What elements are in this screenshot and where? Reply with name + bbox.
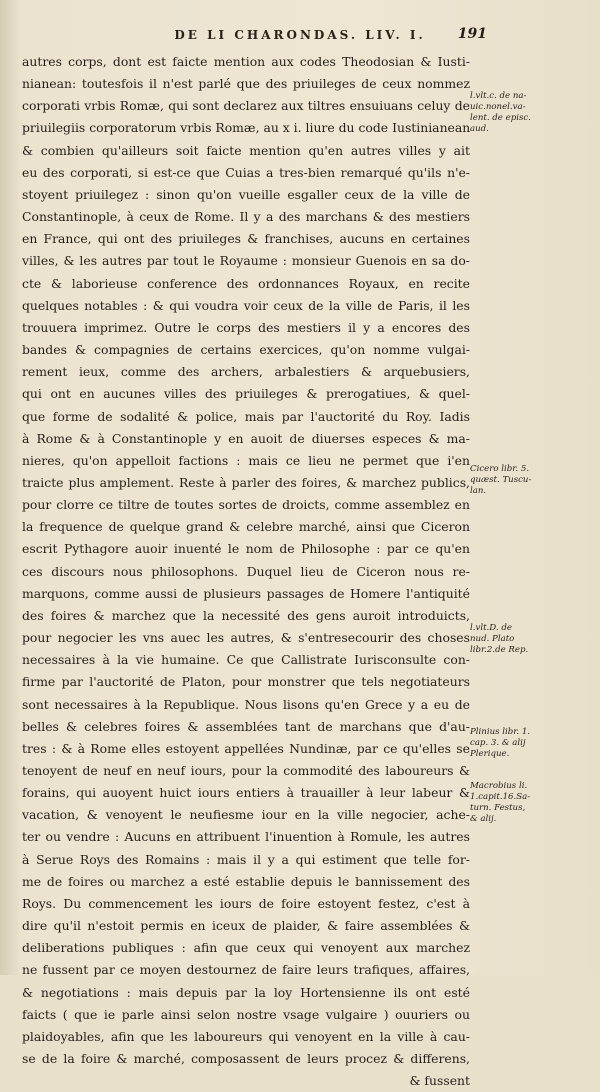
margin-note: Macrobius li. 1.capit.16.Sa- turn. Festus, & alij. <box>470 781 531 824</box>
text-line: bandes & compagnies de certains exercices, qu'on nomme vulgai- <box>22 342 470 358</box>
text-line: faicts ( que ie parle ainsi selon nostre vsage vulgaire ) ouuriers ou <box>22 1006 470 1022</box>
running-head: DE LI CHARONDAS. LIV. I. <box>174 28 426 42</box>
text-line: eu des corporati, si est-ce que Cuias a tres-bien remarqué qu'ils n'e- <box>22 164 470 180</box>
text-line: à Rome & à Constantinople y en auoit de diuerses especes & ma- <box>22 430 470 446</box>
text-line: dire qu'il n'estoit permis en iceux de plaider, & faire assemblées & <box>22 918 470 934</box>
text-line: nianean: toutesfois il n'est parlé que des priuileges de ceux nommez <box>22 76 470 92</box>
text-line: la frequence de quelque grand & celebre marché, ainsi que Ciceron <box>22 519 470 535</box>
text-line: ne fussent par ce moyen destournez de faire leurs trafiques, affaires, <box>22 962 470 978</box>
text-line: se de la foire & marché, composassent de leurs procez & differens, <box>22 1051 470 1067</box>
text-line: Roys. Du commencement les iours de foire estoyent festez, c'est à <box>22 895 470 911</box>
text-line: traicte plus amplement. Reste à parler des foires, & marchez publics, <box>22 474 470 490</box>
text-line: & combien qu'ailleurs soit faicte mention qu'en autres villes y ait <box>22 142 470 158</box>
page-number: 191 <box>457 26 487 42</box>
text-line: nieres, qu'on appelloit factions : mais ce lieu ne permet que i'en <box>22 452 470 468</box>
text-line: & negotiations : mais depuis par la loy Hortensienne ils ont esté <box>22 984 470 1000</box>
text-line: marquons, comme aussi de plusieurs passages de Homere l'antiquité <box>22 585 470 601</box>
text-line: ter ou vendre : Aucuns en attribuent l'inuention à Romule, les autres <box>22 829 470 845</box>
text-line: sont necessaires à la Republique. Nous lisons qu'en Grece y a eu de <box>22 696 470 712</box>
text-line: en France, qui ont des priuileges & franchises, aucuns en certaines <box>22 231 470 247</box>
text-line: cte & laborieuse conference des ordonnances Royaux, en recite <box>22 275 470 291</box>
text-line: tenoyent de neuf en neuf iours, pour la commodité des laboureurs & <box>22 763 470 778</box>
main-text <box>22 51 470 1092</box>
text-line: deliberations publiques : afin que ceux qui venoyent aux marchez <box>22 940 470 956</box>
text-line: me de foires ou marchez a esté establie depuis le bannissement des <box>22 873 470 889</box>
text-line: corporati vrbis Romæ, qui sont declarez aux tiltres ensuiuans celuy de <box>22 98 470 114</box>
text-line: priuilegiis corporatorum vrbis Romæ, au x i. liure du code Iustinianean <box>22 120 470 136</box>
text-line: forains, qui auoyent huict iours entiers à trauailler à leur labeur & <box>22 785 470 801</box>
text-line: firme par l'auctorité de Platon, pour monstrer que tels negotiateurs <box>22 674 470 690</box>
text-line: villes, & les autres par tout le Royaume : monsieur Guenois en sa do- <box>22 253 470 269</box>
text-line: belles & celebres foires & assemblées tant de marchans que d'au- <box>22 718 470 734</box>
text-line: rement ieux, comme des archers, arbalestiers & arquebusiers, <box>22 364 470 380</box>
text-line: qui ont en aucunes villes des priuileges & prerogatiues, & quel- <box>22 386 470 402</box>
text-line: pour clorre ce tiltre de toutes sortes de droicts, comme assemblez en <box>22 497 470 513</box>
text-line: trouuera imprimez. Outre le corps des mestiers il y a encores des <box>22 319 470 335</box>
text-line: ces discours nous philosophons. Duquel lieu de Ciceron nous re- <box>22 563 470 579</box>
margin-note: Plinius libr. 1. cap. 3. & alij Plerique. <box>470 727 531 759</box>
text-line: plaidoyables, afin que les laboureurs qui venoyent en la ville à cau- <box>22 1028 470 1044</box>
margin-note: Cicero libr. 5. quæst. Tuscu- lan. <box>470 464 532 496</box>
text-line: tres : & à Rome elles estoyent appellées Nundinæ, par ce qu'elles se <box>22 740 470 756</box>
text-line: à Serue Roys des Romains : mais il y a qui estiment que telle for- <box>22 851 470 867</box>
text-line: Constantinople, à ceux de Rome. Il y a des marchans & des mestiers <box>22 209 470 225</box>
text-line: stoyent priuilegez : sinon qu'on vueille esgaller ceux de la ville de <box>22 186 470 202</box>
text-line: quelques notables : & qui voudra voir ceux de la ville de Paris, il les <box>22 297 470 313</box>
margin-note: l.vlt.D. de nud. Plato libr.2.de Rep. <box>470 623 529 655</box>
text-line: escrit Pythagore auoir inuenté le nom de Philosophe : par ce qu'en <box>22 541 470 557</box>
text-line: pour negocier les vns auec les autres, & s'entresecourir des choses <box>22 630 470 646</box>
text-line: que forme de sodalité & police, mais par l'auctorité du Roy. Iadis <box>22 408 470 424</box>
text-line: vacation, & venoyent le neufiesme iour en la ville negocier, ache- <box>22 807 470 823</box>
catchword-line: & fussent <box>409 1073 470 1089</box>
page-header <box>0 28 600 48</box>
text-line: necessaires à la vie humaine. Ce que Callistrate Iurisconsulte con- <box>22 652 470 668</box>
text-line: autres corps, dont est faicte mention aux codes Theodosian & Iusti- <box>22 54 470 69</box>
text-line: des foires & marchez que la necessité des gens auroit introduicts, <box>22 607 470 623</box>
margin-note: l.vlt.c. de na- uic.nonel.va- lent. de episc. aud. <box>470 91 531 134</box>
